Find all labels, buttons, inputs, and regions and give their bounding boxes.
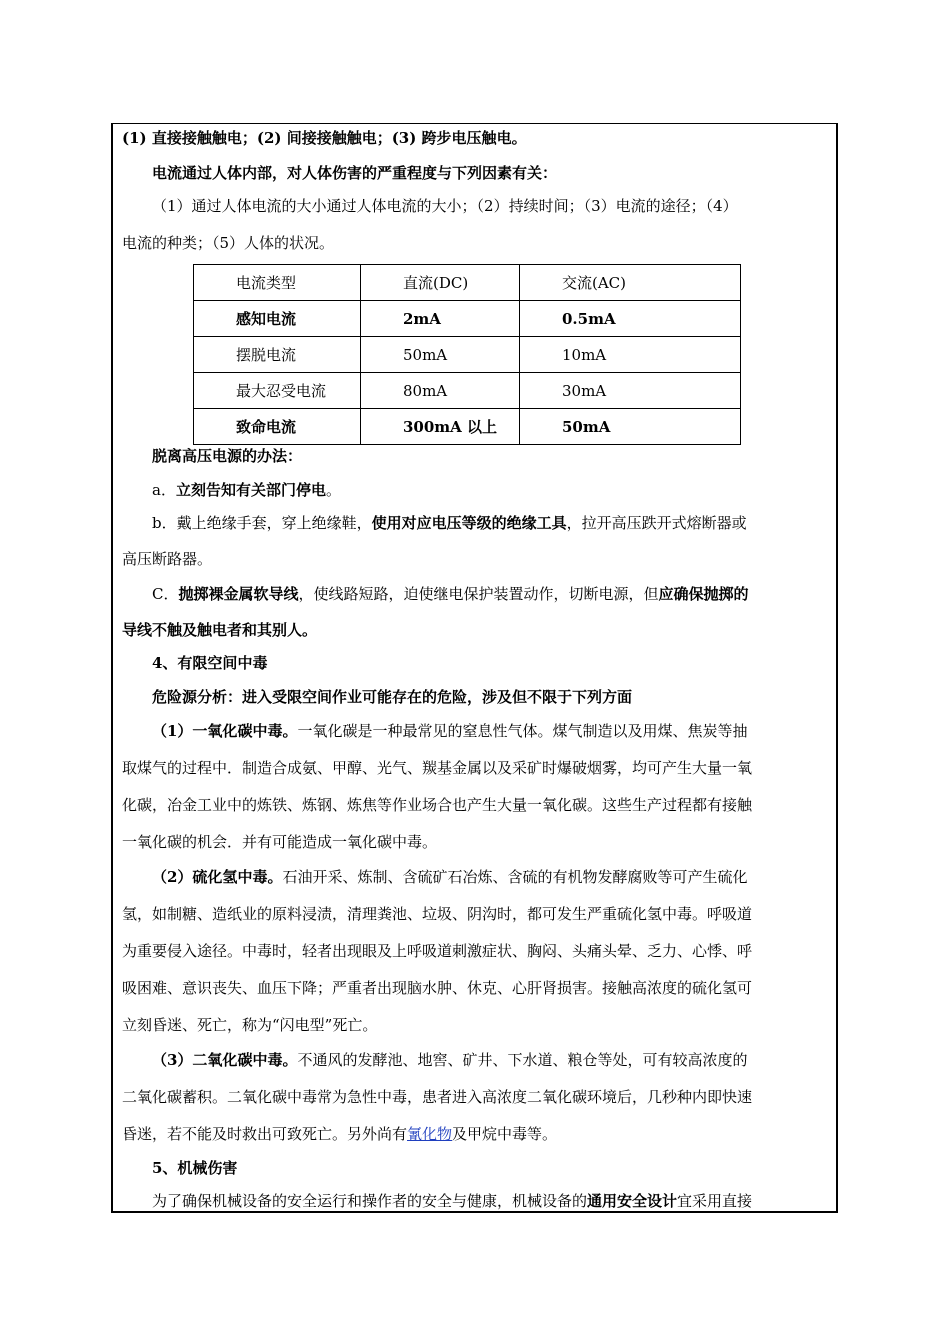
escape-c-line-2: 导线不触及触电者和其别人。 [122,621,318,639]
table-cell: 摆脱电流 [194,337,361,373]
table-cell: 50mA [361,337,520,373]
hazard-analysis: 危险源分析：进入受限空间作业可能存在的危险，涉及但不限于下列方面 [152,688,633,706]
h2s-line-3: 为重要侵入途径。中毒时，轻者出现眼及上呼吸道刺激症状、胸闷、头痛头晕、乏力、心悸、呼 [122,942,753,960]
co2-line-2: 二氧化碳蓄积。二氧化碳中毒常为急性中毒，患者进入高浓度二氧化碳环境后，几秒种内即快速 [122,1088,753,1106]
table-cell: 80mA [361,373,520,409]
co2-line-1: （3）二氧化碳中毒。不通风的发酵池、地窖、矿井、下水道、粮仓等处，可有较高浓度的 [152,1051,748,1069]
section-4-title: 4、有限空间中毒 [152,654,268,672]
escape-title: 脱离高压电源的办法： [152,447,303,465]
escape-b-line-2: 高压断路器。 [122,550,213,568]
cyanide-link[interactable]: 氰化物 [407,1125,453,1143]
table-cell: 最大忍受电流 [194,373,361,409]
table-cell: 30mA [520,373,741,409]
table-cell: 10mA [520,337,741,373]
table-cell: 直流(DC) [361,265,520,301]
table-row [194,373,741,409]
table-row [194,301,741,337]
co-line-2: 取煤气的过程中．制造合成氨、甲醇、光气、羰基金属以及采矿时爆破烟雾，均可产生大量一氧 [122,759,753,777]
table-cell: 300mA 以上 [361,409,520,445]
intro-line-3: （1）通过人体电流的大小通过人体电流的大小；（2）持续时间；（3）电流的途径；（4） [152,197,738,215]
h2s-line-1: （2）硫化氢中毒。石油开采、炼制、含硫矿石冶炼、含硫的有机物发酵腐败等可产生硫化 [152,868,748,886]
table-cell: 感知电流 [194,301,361,337]
co-line-1: （1）一氧化碳中毒。一氧化碳是一种最常见的窒息性气体。煤气制造以及用煤、焦炭等抽 [152,722,748,740]
table-cell: 50mA [520,409,741,445]
escape-b-line-1: b．戴上绝缘手套，穿上绝缘鞋，使用对应电压等级的绝缘工具，拉开高压跌开式熔断器或 [152,514,747,532]
co-line-4: 一氧化碳的机会．并有可能造成一氧化碳中毒。 [122,833,438,851]
table-cell: 致命电流 [194,409,361,445]
intro-line-1: (1) 直接接触触电；(2) 间接接触触电；(3) 跨步电压触电。 [122,129,527,147]
intro-line-2: 电流通过人体内部，对人体伤害的严重程度与下列因素有关： [152,164,558,182]
table-cell: 电流类型 [194,265,361,301]
escape-c-line-1: C．抛掷裸金属软导线，使线路短路，迫使继电保护装置动作，切断电源，但应确保抛掷的 [152,585,749,603]
section-5-line-1: 为了确保机械设备的安全运行和操作者的安全与健康，机械设备的通用安全设计宜采用直接 [152,1192,753,1210]
co-line-3: 化碳，冶金工业中的炼铁、炼钢、炼焦等作业场合也产生大量一氧化碳。这些生产过程都有接触 [122,796,753,814]
co2-line-3: 昏迷，若不能及时救出可致死亡。另外尚有氰化物及甲烷中毒等。 [122,1125,558,1143]
table-cell: 交流(AC) [520,265,741,301]
table-row [194,409,741,445]
h2s-line-4: 吸困难、意识丧失、血压下降；严重者出现脑水肿、休克、心肝肾损害。接触高浓度的硫化氢可 [122,979,753,997]
h2s-line-2: 氢，如制糖、造纸业的原料浸渍，清理粪池、垃圾、阴沟时，都可发生严重硫化氢中毒。呼吸道 [122,905,753,923]
table-cell: 0.5mA [520,301,741,337]
table-row [194,337,741,373]
h2s-line-5: 立刻昏迷、死亡，称为“闪电型”死亡。 [122,1016,378,1034]
section-5-title: 5、机械伤害 [152,1159,238,1177]
current-table [193,264,741,445]
escape-a: a．立刻告知有关部门停电。 [152,481,341,499]
table-header-row [194,265,741,301]
table-cell: 2mA [361,301,520,337]
intro-line-4: 电流的种类；（5）人体的状况。 [122,234,335,252]
